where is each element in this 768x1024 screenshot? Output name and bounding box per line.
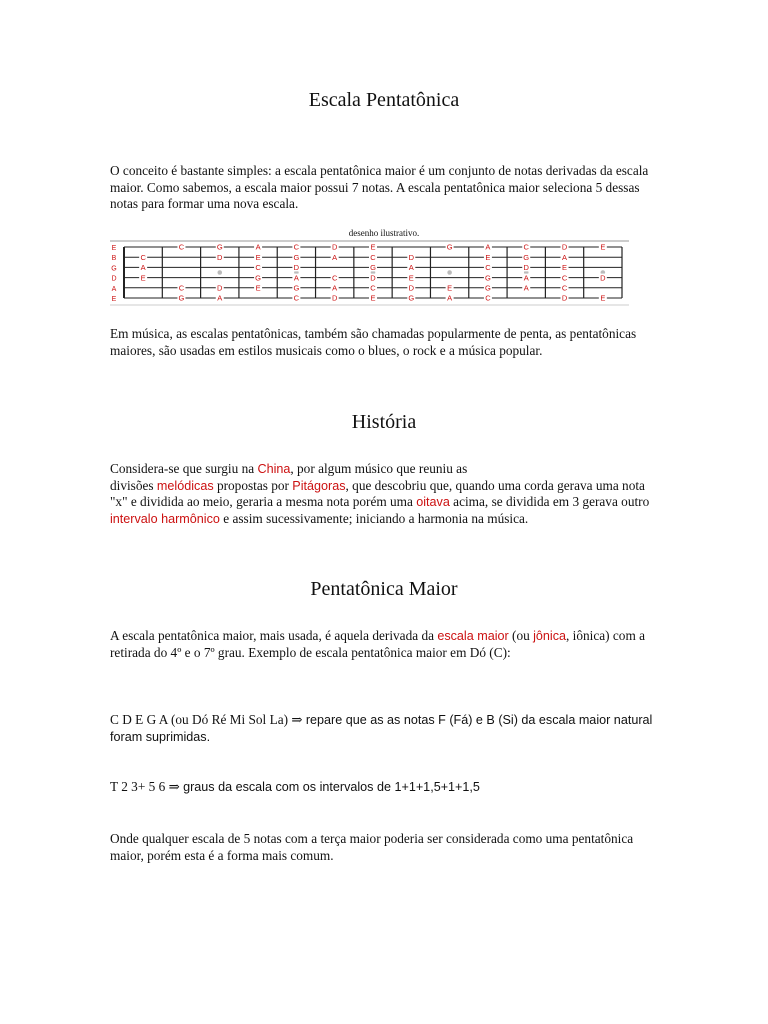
fretboard-note: C [255,263,261,273]
intro-paragraph: O conceito é bastante simples: a escala pentatônica maior é um conjunto de notas derivadas da escala maior. Como sabemos, a escala maior possui 7 notas. A escala pentatônica maior seleciona 5 dessas notas para formar uma nova escala. [110,163,649,212]
fretboard-note: E [485,252,491,262]
fretboard-note: A [255,242,261,252]
fretboard-note: G [178,293,185,303]
historia-text-2: , por algum músico que reuniu as [290,461,468,476]
fretboard-dot-marker [217,270,222,275]
fretboard-note: C [523,242,529,252]
maior-text-1c: , iônica) com a retirada do 4º e o 7º grau. Exemplo de escala pentatônica maior em Dó (C): [110,628,646,660]
historia-text-6: acima, se dividida em 3 gerava outro [449,494,650,510]
fretboard-note: C [293,242,300,252]
link-oitava[interactable]: oitava [416,495,450,510]
fretboard-string-label: G [111,265,117,273]
fretboard-diagram [110,239,629,307]
link-pitagoras[interactable]: Pitágoras [292,478,346,493]
link-intervalo-harmonico[interactable]: intervalo harmônico [110,512,220,527]
fretboard-note: C [485,263,491,273]
fretboard-string-label: E [111,296,117,303]
fretboard-note: D [331,242,338,252]
fretboard-note: D [370,273,376,283]
historia-paragraph [110,461,660,528]
fretboard-note: E [600,242,606,252]
historia-text-1: Considera-se que surgiu na [110,461,258,476]
fretboard-note: E [562,263,568,273]
historia-text-3: divisões [110,477,157,493]
fretboard-note: E [255,283,261,293]
fretboard-note: C [561,273,568,283]
fretboard-note: D [408,283,415,293]
historia-text-4: propostas por [213,477,293,493]
fretboard-note: G [485,273,491,283]
link-escala-maior[interactable]: escala maior [437,629,509,643]
fretboard-note: G [293,283,300,293]
fretboard-string-label: E [111,245,117,252]
fretboard-string-label: A [111,285,117,293]
maior-paragraph-1 [110,628,660,661]
fretboard-note: E [408,273,414,283]
fretboard-note: C [485,293,491,303]
section-heading-historia: História [351,411,417,433]
fretboard-note: C [140,252,146,262]
fretboard-note: E [600,293,606,303]
fretboard-note: D [331,293,338,303]
fretboard-note: A [293,273,299,283]
fretboard-note: A [332,252,338,262]
maior-paragraph-3 [110,779,660,796]
fretboard-note: E [370,242,376,252]
fretboard-note: A [485,242,491,252]
fretboard-note: C [178,283,185,293]
fretboard-note: C [293,293,300,303]
maior-text-3a: T 2 3+ 5 6 ⇒ [110,779,184,794]
fretboard-note: G [485,283,491,293]
fretboard-note: D [293,263,300,273]
fretboard-note: A [408,263,414,273]
fretboard-note: G [523,252,530,262]
maior-paragraph-4: Onde qualquer escala de 5 notas com a terça maior poderia ser considerada como uma pentatônica maior, porém esta é a forma mais comum. [110,831,634,863]
fretboard-note: C [370,283,376,293]
fretboard-note: A [562,252,568,262]
fretboard-note: G [408,293,415,303]
link-jonica[interactable]: jônica [533,629,566,643]
fretboard-note: G [255,273,261,283]
fretboard-string-label: D [111,275,117,283]
fretboard-note: D [561,242,568,252]
fretboard-note: E [140,273,146,283]
fretboard-note: E [447,283,453,293]
historia-text-5: , que descobriu que, quando uma corda gerava uma nota "x" e dividida ao meio, geraria a mesma nota porém uma [110,477,645,510]
fretboard-note: A [447,293,453,303]
fretboard-note: G [446,242,453,252]
fretboard-note: A [217,293,223,303]
fretboard-note: G [293,252,300,262]
fretboard-note: C [370,252,376,262]
maior-paragraph-2 [110,712,660,745]
link-china[interactable]: China [257,462,291,476]
maior-text-2a: C D E G A (ou Dó Ré Mi Sol La) ⇒ [110,712,306,727]
maior-text-1b: (ou [508,628,534,643]
link-melodicas[interactable]: melódicas [156,478,214,493]
maior-text-1a: A escala pentatônica maior, mais usada, é aquela derivada da [110,628,438,643]
fretboard-string-label: B [111,255,117,263]
fretboard-note: D [561,293,568,303]
fretboard-note: A [523,273,529,283]
page-title: Escala Pentatônica [308,89,460,111]
fretboard-dot-marker [447,270,452,275]
fretboard-note: D [408,252,415,262]
paragraph-penta-usage: Em música, as escalas pentatônicas, também são chamadas popularmente de penta, as pentatônicas maiores, são usadas em estilos musicais como o blues, o rock e a música popular. [110,326,637,358]
fretboard-note: D [217,252,223,262]
maior-text-3b: graus da escala com os intervalos de 1+1+1,5+1+1,5 [183,780,480,794]
fretboard-note: A [332,283,338,293]
fretboard-note: D [523,263,529,273]
section-heading-pentatonica-maior: Pentatônica Maior [310,578,458,600]
figure-caption: desenho ilustrativo. [348,228,420,238]
fretboard-note: C [178,242,185,252]
historia-text-7: e assim sucessivamente; iniciando a harmonia na música. [219,511,529,527]
maior-text-2b: repare que as as notas F (Fá) e B (Si) da escala maior natural foram suprimidas. [110,713,653,744]
fretboard-note: G [216,242,223,252]
fretboard-note: A [523,283,529,293]
fretboard-note: G [370,263,376,273]
fretboard-note: E [255,252,261,262]
fretboard-note: D [217,283,223,293]
fretboard-note: E [370,293,376,303]
fretboard-note: D [600,273,606,283]
fretboard-note: C [561,283,568,293]
fretboard-note: A [140,263,146,273]
fretboard-note: C [331,273,338,283]
